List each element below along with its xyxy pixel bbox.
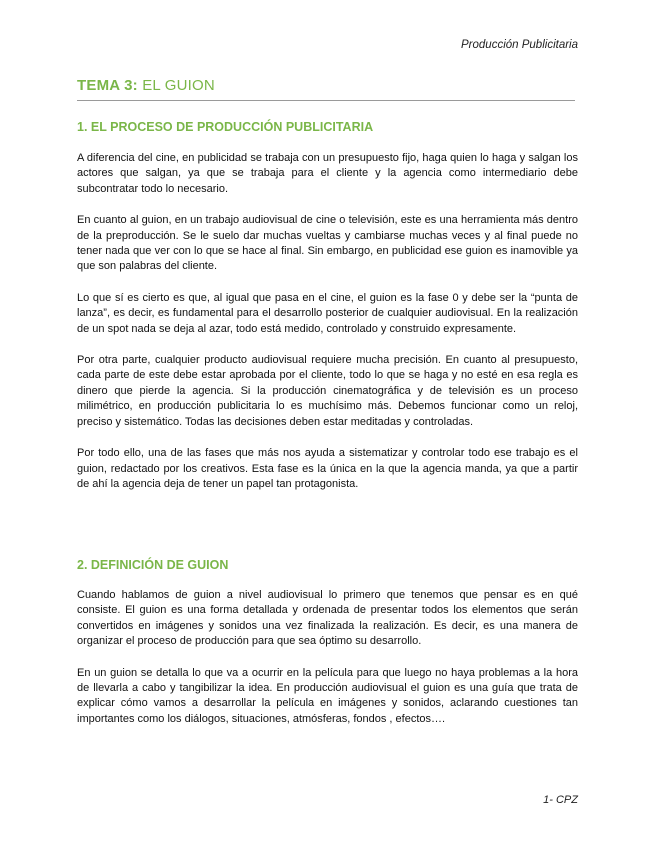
running-header: Producción Publicitaria [461, 39, 578, 51]
section-2-body [77, 588, 578, 727]
section-1-body [77, 151, 578, 492]
title-divider [77, 100, 575, 101]
tema-label: TEMA 3: [77, 77, 138, 94]
paragraph: Cuando hablamos de guion a nivel audiovisual lo primero que tenemos que pensar es en qué consiste. El guion es una forma detallada y ordenada de presentar todos los elementos que serán convertidos en imágenes y sonidos una vez finalizada la realización. Es decir, es una manera de organizar el proceso de producción para que sea óptimo su desarrollo. [77, 589, 578, 648]
paragraph: Por todo ello, una de las fases que más nos ayuda a sistematizar y controlar todo ese trabajo es el guion, redactado por los creativos. Esta fase es la única en la que la agencia manda, ya que a partir de ahí la agencia deja de tener un papel tan protagonista. [77, 447, 578, 490]
tema-name: EL GUION [142, 77, 215, 94]
section-heading-1: 1. EL PROCESO DE PRODUCCIÓN PUBLICITARIA [77, 120, 374, 134]
paragraph: Lo que sí es cierto es que, al igual que pasa en el cine, el guion es la fase 0 y debe ser la “punta de lanza”, es decir, es fundamental para el desarrollo posterior de cualquier audiovisual. En la realización de un spot nada se deja al azar, todo está medido, controlado y construido expresamente. [77, 291, 578, 335]
paragraph: Por otra parte, cualquier producto audiovisual requiere mucha precisión. En cuanto al presupuesto, cada parte de este debe estar aprobada por el cliente, todo lo que se haga y no esté en esa regla es dinero que pierde la agencia. Si la producción cinematográfica y de televisión es un proceso milimétrico, en producción publicitaria lo es muchísimo más. Debemos funcionar como un reloj, preciso y sistemático. Todas las decisiones deben estar meditadas y controladas. [77, 354, 578, 428]
paragraph: En un guion se detalla lo que va a ocurrir en la película para que luego no haya problemas a la hora de llevarla a cabo y tangibilizar la idea. En producción audiovisual el guion es una guía que trata de explicar cómo vamos a desarrollar la película en imágenes y sonidos, aclarando cuestiones tan importantes como los diálogos, situaciones, atmósferas, fondos , efectos…. [77, 666, 578, 725]
paragraph: A diferencia del cine, en publicidad se trabaja con un presupuesto fijo, haga quien lo haga y salgan los actores que salgan, ya que se trabaja para el cliente y la agencia como intermediario debe subcontratar todo lo necesario. [77, 152, 578, 195]
paragraph: En cuanto al guion, en un trabajo audiovisual de cine o televisión, este es una herramienta más dentro de la preproducción. Se le suelo dar muchas vueltas y cambiarse muchas veces y al final puede no tener nada que ver con lo que se hace al final. Sin embargo, en publicidad ese guion es inamovible ya que son palabras del cliente. [77, 214, 578, 273]
page-number: 1- CPZ [543, 794, 578, 806]
section-heading-2: 2. DEFINICIÓN DE GUION [77, 558, 229, 572]
page-title [77, 77, 215, 94]
